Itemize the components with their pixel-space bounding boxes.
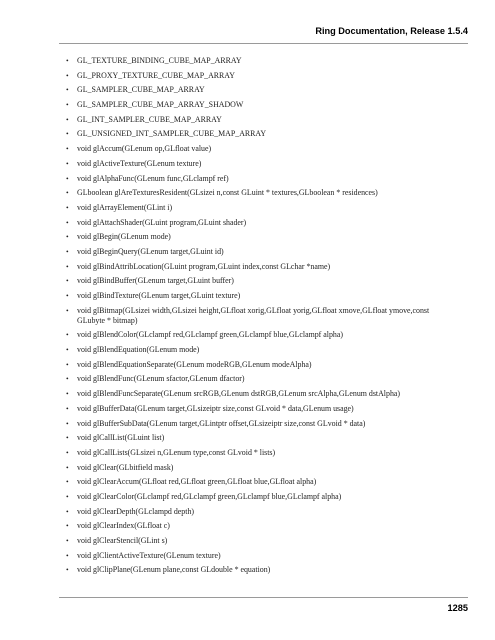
list-item	[63, 129, 453, 139]
list-item-text: void glAttachShader(GLuint program,GLuint shader)	[77, 217, 247, 227]
bullet-icon: •	[66, 447, 69, 457]
bullet-icon: •	[66, 506, 69, 516]
bullet-icon: •	[66, 491, 69, 501]
list-item	[63, 565, 453, 575]
list-item-text: void glBitmap(GLsizei width,GLsizei height,GLfloat xorig,GLfloat yorig,GLfloat xmove,GLfloat ymove,const GLubyte * bitmap)	[77, 305, 430, 325]
bullet-icon: •	[66, 173, 69, 183]
bullet-icon: •	[66, 114, 69, 124]
list-item	[63, 85, 453, 95]
bullet-icon: •	[66, 217, 69, 227]
list-item-text: void glBlendFunc(GLenum sfactor,GLenum dfactor)	[77, 374, 245, 384]
bullet-icon: •	[66, 565, 69, 575]
list-item-text: GL_INT_SAMPLER_CUBE_MAP_ARRAY	[77, 114, 222, 124]
bullet-icon: •	[66, 56, 69, 65]
list-item	[63, 291, 453, 301]
bullet-icon: •	[66, 374, 69, 384]
list-item-text: void glBindAttribLocation(GLuint program,GLuint index,const GLchar *name)	[77, 261, 331, 271]
list-item	[63, 521, 453, 531]
list-item-text: void glAccum(GLenum op,GLfloat value)	[77, 144, 212, 154]
list-item-text: void glActiveTexture(GLenum texture)	[77, 158, 202, 168]
bullet-icon: •	[66, 345, 69, 355]
list-item	[63, 477, 453, 487]
bullet-icon: •	[66, 550, 69, 560]
list-item-text: void glCallLists(GLsizei n,GLenum type,const GLvoid * lists)	[77, 447, 276, 457]
list-item-text: void glClearStencil(GLint s)	[77, 536, 168, 545]
list-item	[63, 144, 453, 154]
list-item	[63, 389, 453, 399]
function-list	[63, 56, 453, 580]
bullet-icon: •	[66, 188, 69, 198]
list-item-text: void glBufferSubData(GLenum target,GLintptr offset,GLsizeiptr size,const GLvoid * data)	[77, 418, 366, 428]
list-item-text: void glBlendColor(GLclampf red,GLclampf green,GLclampf blue,GLclampf alpha)	[77, 330, 343, 340]
bullet-icon: •	[66, 418, 69, 428]
footer-divider	[59, 597, 468, 598]
list-item	[63, 374, 453, 384]
list-item-text: GL_PROXY_TEXTURE_CUBE_MAP_ARRAY	[77, 70, 235, 80]
list-item	[63, 463, 453, 473]
list-item-text: void glBindBuffer(GLenum target,GLuint buffer)	[77, 276, 234, 286]
list-item	[63, 232, 453, 242]
bullet-icon: •	[66, 129, 69, 139]
bullet-icon: •	[66, 291, 69, 300]
list-item	[63, 262, 453, 272]
list-item-text: void glBeginQuery(GLenum target,GLuint id)	[77, 246, 224, 256]
list-item-text: void glBlendEquationSeparate(GLenum modeRGB,GLenum modeAlpha)	[77, 359, 312, 369]
list-item	[63, 360, 453, 370]
list-item	[63, 247, 453, 257]
list-item	[63, 404, 453, 414]
list-item-text: GL_SAMPLER_CUBE_MAP_ARRAY	[77, 85, 205, 95]
running-header: Ring Documentation, Release 1.5.4	[315, 26, 468, 36]
list-item-text: void glBindTexture(GLenum target,GLuint texture)	[77, 291, 241, 300]
list-item-text: void glClearColor(GLclampf red,GLclampf green,GLclampf blue,GLclampf alpha)	[77, 491, 342, 501]
bullet-icon: •	[66, 232, 69, 242]
list-item-text: void glClearDepth(GLclampd depth)	[77, 506, 195, 516]
list-item-text: void glBufferData(GLenum target,GLsizeiptr size,const GLvoid * data,GLenum usage)	[77, 403, 354, 413]
list-item	[63, 492, 453, 502]
list-item	[63, 345, 453, 355]
bullet-icon: •	[66, 433, 69, 443]
list-item-text: void glCallList(GLuint list)	[77, 433, 165, 443]
bullet-icon: •	[66, 202, 69, 212]
list-item-text: void glBlendEquation(GLenum mode)	[77, 345, 200, 355]
bullet-icon: •	[66, 330, 69, 340]
bullet-icon: •	[66, 276, 69, 286]
list-item	[63, 203, 453, 213]
bullet-icon: •	[66, 403, 69, 413]
list-item	[63, 115, 453, 125]
list-item-text: void glArrayElement(GLint i)	[77, 202, 173, 212]
list-item	[63, 330, 453, 340]
bullet-icon: •	[66, 85, 69, 95]
list-item	[63, 174, 453, 184]
list-item-text: GL_SAMPLER_CUBE_MAP_ARRAY_SHADOW	[77, 100, 244, 110]
bullet-icon: •	[66, 261, 69, 271]
list-item	[63, 551, 453, 561]
bullet-icon: •	[66, 462, 69, 472]
list-item-text: void glClientActiveTexture(GLenum texture)	[77, 550, 221, 560]
bullet-icon: •	[66, 477, 69, 487]
bullet-icon: •	[66, 158, 69, 168]
bullet-icon: •	[66, 359, 69, 369]
list-item	[63, 433, 453, 443]
header-divider	[59, 43, 468, 44]
list-item	[63, 100, 453, 110]
bullet-icon: •	[66, 246, 69, 256]
list-item-text: void glAlphaFunc(GLenum func,GLclampf ref)	[77, 173, 229, 183]
list-item	[63, 56, 453, 66]
page-number: 1285	[447, 603, 468, 613]
bullet-icon: •	[66, 100, 69, 110]
list-item	[63, 536, 453, 546]
list-item-text: void glClearAccum(GLfloat red,GLfloat green,GLfloat blue,GLfloat alpha)	[77, 477, 317, 487]
list-item-text: GL_TEXTURE_BINDING_CUBE_MAP_ARRAY	[77, 56, 242, 65]
bullet-icon: •	[66, 536, 69, 545]
list-item	[63, 218, 453, 228]
list-item-text: GLboolean glAreTexturesResident(GLsizei n,const GLuint * textures,GLboolean * residences)	[77, 188, 378, 198]
list-item	[63, 306, 453, 326]
list-item	[63, 188, 453, 198]
bullet-icon: •	[66, 389, 69, 399]
list-item	[63, 159, 453, 169]
list-item	[63, 71, 453, 81]
bullet-icon: •	[66, 70, 69, 80]
list-item	[63, 419, 453, 429]
list-item-text: GL_UNSIGNED_INT_SAMPLER_CUBE_MAP_ARRAY	[77, 129, 267, 139]
list-item-text: void glClear(GLbitfield mask)	[77, 462, 174, 472]
list-item-text: void glBegin(GLenum mode)	[77, 232, 171, 242]
list-item	[63, 448, 453, 458]
list-item-text: void glClipPlane(GLenum plane,const GLdouble * equation)	[77, 565, 271, 575]
list-item-text: void glClearIndex(GLfloat c)	[77, 521, 170, 531]
list-item	[63, 276, 453, 286]
bullet-icon: •	[66, 305, 69, 315]
bullet-icon: •	[66, 144, 69, 154]
list-item-text: void glBlendFuncSeparate(GLenum srcRGB,GLenum dstRGB,GLenum srcAlpha,GLenum dstAlpha)	[77, 389, 401, 399]
list-item	[63, 507, 453, 517]
bullet-icon: •	[66, 521, 69, 531]
